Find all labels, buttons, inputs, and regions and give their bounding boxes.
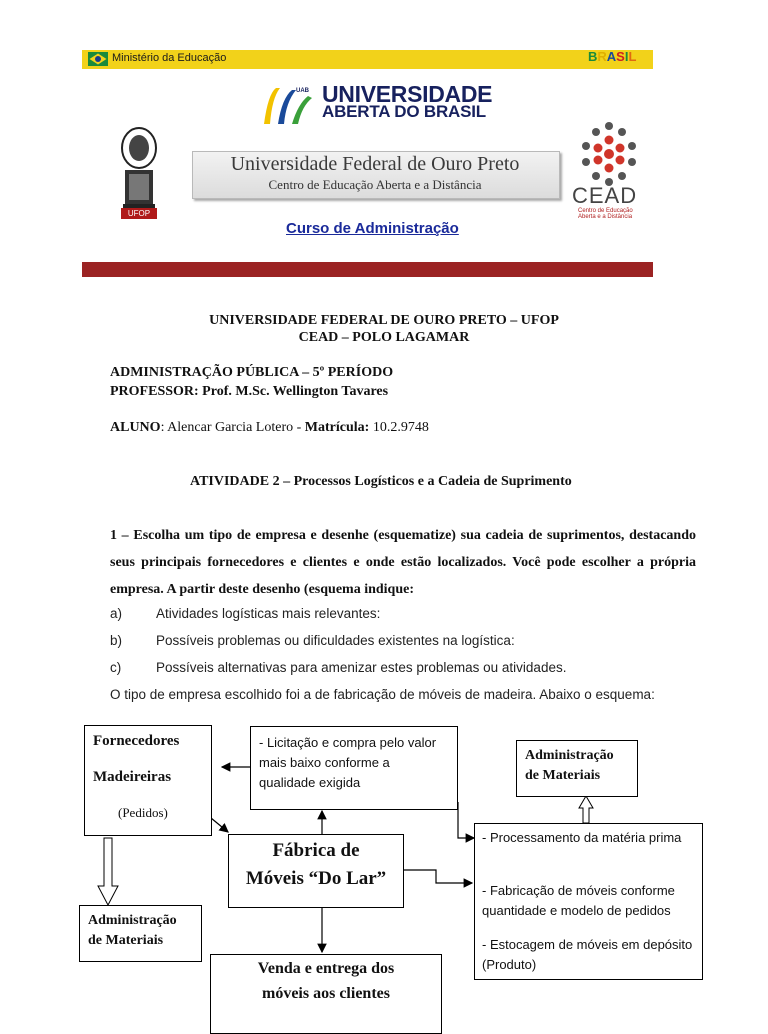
ufop-label: UFOP	[121, 208, 157, 219]
suppliers-title-1: Fornecedores	[93, 733, 180, 749]
uab-line1: UNIVERSIDADE	[322, 81, 493, 107]
sales-line2: móveis aos clientes	[262, 985, 390, 1002]
cead-label: CEAD	[572, 183, 638, 208]
arrow-factory-to-process	[404, 870, 472, 883]
cead-subtitle: Centro de Educação Aberta e a Distância	[578, 208, 633, 220]
brasil-letter: A	[606, 49, 617, 64]
suppliers-title-2: Madeireiras	[93, 769, 172, 785]
hollow-arrow-to-admin-top	[579, 796, 593, 823]
suppliers-note: (Pedidos)	[118, 805, 168, 820]
aluno-label: ALUNO	[110, 420, 161, 435]
process-item-1: - Processamento da matéria prima	[482, 830, 682, 845]
course-link: Curso de Administração	[286, 220, 459, 237]
process-item-3: - Estocagem de móveis em depósito (Produto)	[482, 937, 693, 972]
factory-line1: Fábrica de	[272, 840, 360, 861]
intro-line: O tipo de empresa escolhido foi a de fabricação de móveis de madeira. Abaixo o esquema:	[110, 687, 655, 702]
hollow-arrow-to-admin-left	[98, 838, 118, 905]
item-c-marker: c)	[110, 660, 122, 675]
admin-left-box: Administração de Materiais	[79, 905, 202, 962]
uab-line2: ABERTA DO BRASIL	[322, 102, 486, 121]
question-text: 1 – Escolha um tipo de empresa e desenhe (esquematize) sua cadeia de suprimentos, destacando seus principais fornecedores e clientes e onde estão localizados. Você pode escolher a própria empresa. A partir deste desenho (esquema indique:	[110, 528, 696, 597]
ufop-subtitle: Centro de Educação Aberta e a Distância	[268, 177, 482, 192]
item-c-text: Possíveis alternativas para amenizar estes problemas ou atividades.	[156, 660, 567, 675]
matricula-value: 10.2.9748	[369, 420, 429, 435]
course-period-line: ADMINISTRAÇÃO PÚBLICA – 5º PERÍODO	[110, 365, 394, 380]
activity-title: ATIVIDADE 2 – Processos Logísticos e a Cadeia de Suprimento	[190, 474, 572, 489]
ministry-label: Ministério da Educação	[112, 52, 227, 64]
process-item-2: - Fabricação de móveis conforme quantidade e modelo de pedidos	[482, 883, 675, 918]
admin-top-box: Administração de Materiais	[516, 740, 638, 797]
professor-line: PROFESSOR: Prof. M.Sc. Wellington Tavares	[110, 384, 389, 399]
brasil-letter: B	[588, 49, 598, 64]
brasil-letter: L	[628, 49, 637, 64]
university-line: UNIVERSIDADE FEDERAL DE OURO PRETO – UFOP	[209, 313, 559, 328]
aluno-name: : Alencar Garcia Lotero -	[160, 420, 305, 435]
ufop-title: Universidade Federal de Ouro Preto	[230, 153, 520, 175]
item-b-marker: b)	[110, 633, 123, 648]
matricula-label: Matrícula:	[304, 420, 370, 435]
arrow-suppliers-to-factory	[211, 818, 228, 832]
item-a-marker: a)	[110, 606, 123, 621]
brasil-letter: S	[616, 49, 625, 64]
uab-mark-label: UAB	[296, 88, 309, 94]
factory-line2: Móveis “Do Lar”	[245, 868, 387, 889]
brasil-letter: R	[597, 49, 607, 64]
item-b-text: Possíveis problemas ou dificuldades existentes na logística:	[156, 633, 515, 648]
bidding-box: - Licitação e compra pelo valor mais baixo conforme a qualidade exigida	[250, 726, 458, 810]
sales-line1: Venda e entrega dos	[257, 960, 395, 977]
polo-line: CEAD – POLO LAGAMAR	[298, 330, 470, 345]
item-a-text: Atividades logísticas mais relevantes:	[156, 606, 381, 621]
brasil-letter: I	[624, 49, 629, 64]
arrow-bidding-to-process	[458, 802, 474, 838]
